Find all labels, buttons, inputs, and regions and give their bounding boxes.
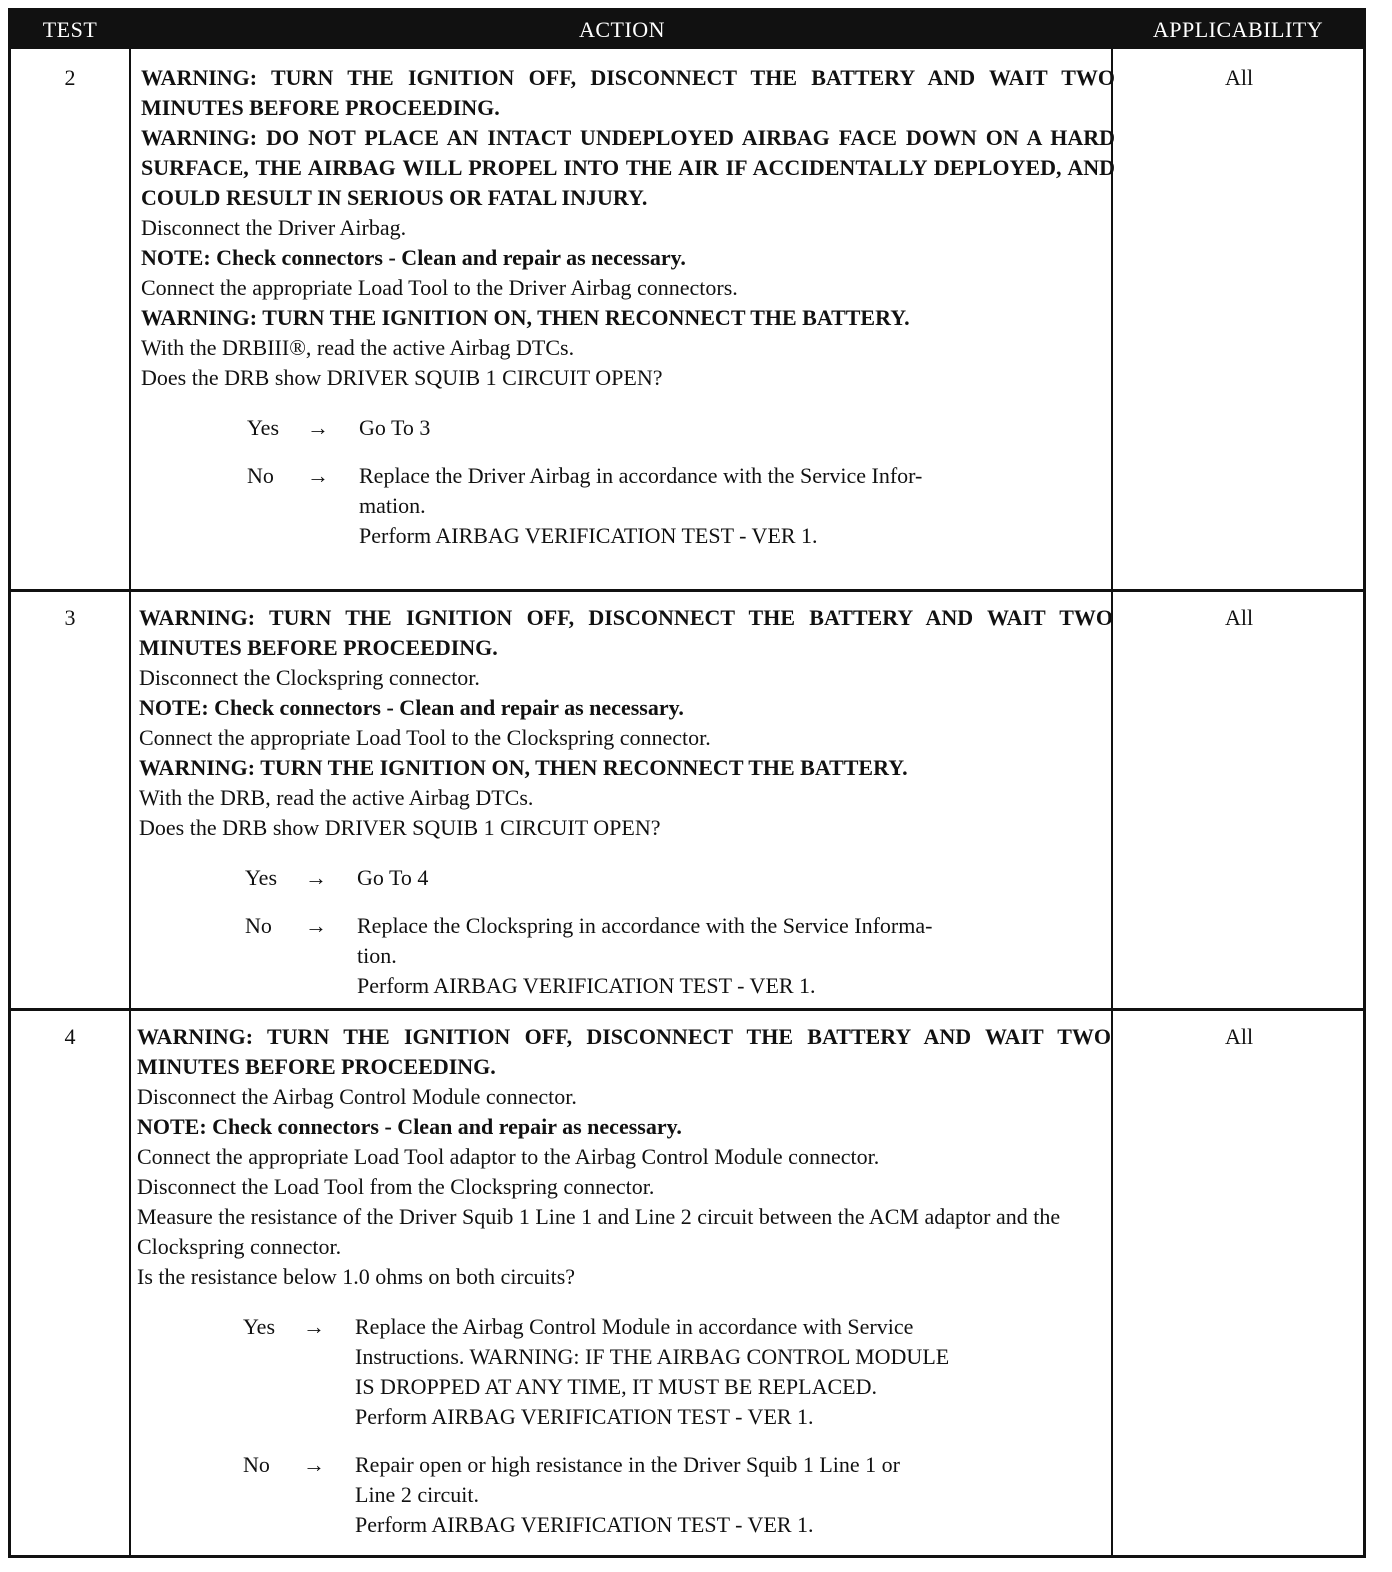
instruction-text: Does the DRB show DRIVER SQUIB 1 CIRCUIT OPEN? bbox=[139, 815, 661, 840]
arrow-right-icon: → bbox=[305, 865, 327, 890]
warning-text: WARNING: TURN THE IGNITION OFF, DISCONNECT THE BATTERY AND WAIT TWO MINUTES BEFORE PROCEEDING. bbox=[141, 65, 1115, 120]
row-divider bbox=[11, 1008, 1363, 1011]
branch-line: Replace the Clockspring in accordance with the Service Informa- bbox=[357, 913, 933, 938]
branch-line: tion. bbox=[357, 943, 397, 968]
no-branch bbox=[137, 1450, 1111, 1540]
instruction-text: Disconnect the Driver Airbag. bbox=[141, 215, 407, 240]
branch-line: IS DROPPED AT ANY TIME, IT MUST BE REPLACED. bbox=[355, 1374, 877, 1399]
branch-line: Replace the Airbag Control Module in accordance with Service bbox=[355, 1314, 914, 1339]
branch-line: Replace the Driver Airbag in accordance with the Service Infor- bbox=[359, 463, 923, 488]
branch-line: Instructions. WARNING: IF THE AIRBAG CONTROL MODULE bbox=[355, 1344, 950, 1369]
branch-line: mation. bbox=[359, 493, 426, 518]
header-test: TEST bbox=[42, 17, 98, 42]
warning-text: NOTE: Check connectors - Clean and repair as necessary. bbox=[139, 695, 684, 720]
branch-line: Perform AIRBAG VERIFICATION TEST - VER 1. bbox=[359, 523, 818, 548]
instruction-text: Is the resistance below 1.0 ohms on both circuits? bbox=[137, 1264, 576, 1289]
test-number: 3 bbox=[64, 605, 76, 630]
instruction-text: Connect the appropriate Load Tool to the Clockspring connector. bbox=[139, 725, 711, 750]
action-cell bbox=[137, 1022, 1111, 1540]
instruction-text: Disconnect the Load Tool from the Clockspring connector. bbox=[137, 1174, 655, 1199]
branch-line: Go To 4 bbox=[357, 865, 429, 890]
instruction-text: Measure the resistance of the Driver Squib 1 Line 1 and Line 2 circuit between the ACM adaptor and the Clockspring connector. bbox=[137, 1204, 1061, 1259]
branch-label: No bbox=[243, 1452, 270, 1477]
branch-line: Repair open or high resistance in the Driver Squib 1 Line 1 or bbox=[355, 1452, 900, 1477]
branch-line: Perform AIRBAG VERIFICATION TEST - VER 1. bbox=[355, 1404, 814, 1429]
instruction-text: With the DRB, read the active Airbag DTCs. bbox=[139, 785, 534, 810]
action-cell bbox=[139, 603, 1113, 1001]
branch-line: Line 2 circuit. bbox=[355, 1482, 480, 1507]
test-number: 2 bbox=[64, 65, 76, 90]
arrow-right-icon: → bbox=[303, 1452, 325, 1477]
no-branch bbox=[139, 911, 1113, 1001]
branch-text bbox=[355, 1312, 1111, 1432]
applicability-value: All bbox=[1224, 605, 1254, 630]
warning-text: WARNING: TURN THE IGNITION OFF, DISCONNECT THE BATTERY AND WAIT TWO MINUTES BEFORE PROCEEDING. bbox=[139, 605, 1113, 660]
warning-text: WARNING: DO NOT PLACE AN INTACT UNDEPLOYED AIRBAG FACE DOWN ON A HARD SURFACE, THE AIRBAG WILL PROPEL INTO THE AIR IF ACCIDENTALLY DEPLOYED, AND COULD RESULT IN SERIOUS OR FATAL INJURY. bbox=[141, 125, 1115, 210]
warning-text: WARNING: TURN THE IGNITION OFF, DISCONNECT THE BATTERY AND WAIT TWO MINUTES BEFORE PROCEEDING. bbox=[137, 1024, 1111, 1079]
arrow-right-icon: → bbox=[305, 913, 327, 938]
branch-text bbox=[359, 461, 1115, 551]
arrow-right-icon: → bbox=[307, 463, 329, 488]
warning-text: NOTE: Check connectors - Clean and repair as necessary. bbox=[141, 245, 686, 270]
spacer bbox=[141, 393, 1115, 405]
applicability-value: All bbox=[1224, 65, 1254, 90]
branch-label: Yes bbox=[243, 1314, 276, 1339]
yes-branch bbox=[139, 863, 1113, 893]
yes-branch bbox=[141, 413, 1115, 443]
arrow-right-icon: → bbox=[303, 1314, 325, 1339]
column-divider bbox=[129, 49, 131, 1555]
branch-text bbox=[355, 1450, 1111, 1540]
yes-branch bbox=[137, 1312, 1111, 1432]
branch-label: Yes bbox=[245, 865, 278, 890]
branch-line: Perform AIRBAG VERIFICATION TEST - VER 1. bbox=[355, 1512, 814, 1537]
instruction-text: Connect the appropriate Load Tool to the Driver Airbag connectors. bbox=[141, 275, 738, 300]
no-branch bbox=[141, 461, 1115, 551]
branch-label: No bbox=[245, 913, 272, 938]
instruction-text: Does the DRB show DRIVER SQUIB 1 CIRCUIT OPEN? bbox=[141, 365, 663, 390]
diagnostic-test-table bbox=[8, 8, 1366, 1558]
warning-text: WARNING: TURN THE IGNITION ON, THEN RECONNECT THE BATTERY. bbox=[139, 755, 908, 780]
arrow-right-icon: → bbox=[307, 415, 329, 440]
warning-text: NOTE: Check connectors - Clean and repair as necessary. bbox=[137, 1114, 682, 1139]
branch-text bbox=[357, 863, 1113, 893]
branch-line: Perform AIRBAG VERIFICATION TEST - VER 1. bbox=[357, 973, 816, 998]
instruction-text: Disconnect the Clockspring connector. bbox=[139, 665, 480, 690]
header-applicability: APPLICABILITY bbox=[1152, 17, 1324, 42]
spacer bbox=[137, 1292, 1111, 1304]
test-number: 4 bbox=[64, 1024, 76, 1049]
header-action: ACTION bbox=[578, 17, 666, 42]
action-cell bbox=[141, 63, 1115, 551]
branch-line: Go To 3 bbox=[359, 415, 431, 440]
instruction-text: Connect the appropriate Load Tool adaptor to the Airbag Control Module connector. bbox=[137, 1144, 880, 1169]
row-divider bbox=[11, 589, 1363, 592]
branch-text bbox=[357, 911, 1113, 1001]
branch-text bbox=[359, 413, 1115, 443]
branch-label: Yes bbox=[247, 415, 280, 440]
instruction-text: Disconnect the Airbag Control Module connector. bbox=[137, 1084, 577, 1109]
spacer bbox=[139, 843, 1113, 855]
branch-label: No bbox=[247, 463, 274, 488]
warning-text: WARNING: TURN THE IGNITION ON, THEN RECONNECT THE BATTERY. bbox=[141, 305, 910, 330]
applicability-value: All bbox=[1224, 1024, 1254, 1049]
table-header bbox=[11, 11, 1363, 49]
instruction-text: With the DRBIII®, read the active Airbag DTCs. bbox=[141, 335, 575, 360]
